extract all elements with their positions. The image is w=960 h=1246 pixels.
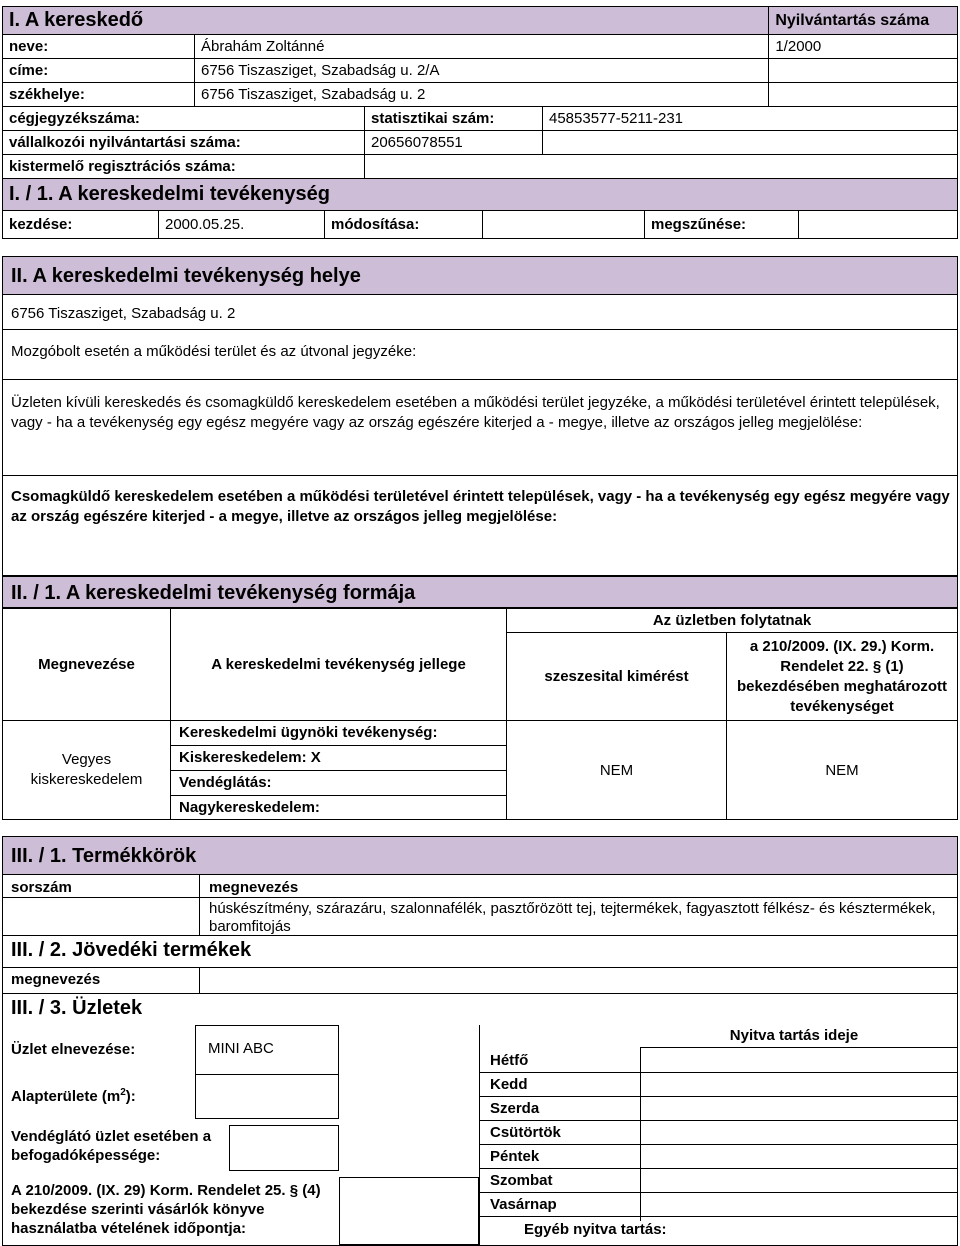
- day-row: [480, 1193, 958, 1217]
- trader-table: [2, 6, 958, 107]
- mail-order-text: Csomagküldő kereskedelem esetében a működési területével érintett települések, vagy - ha a tevékenység egy egész megyére vagy az ország egészére kiterjed - a megye, illetve az országos jelleg megjelölése:: [11, 488, 950, 525]
- end-label: megszűnése:: [645, 211, 799, 239]
- row-name-value: Vegyes kiskereskedelem: [3, 721, 171, 820]
- stat-number-label: statisztikai szám:: [365, 107, 543, 131]
- nature-catering: Vendéglátás:: [171, 771, 506, 796]
- products-name-label: megnevezés: [209, 879, 299, 896]
- decree-value: NEM: [727, 721, 958, 820]
- capacity-label: Vendéglátó üzlet esetében a befogadóképessége:: [11, 1128, 212, 1164]
- nature-retail: Kiskereskedelem: X: [171, 746, 506, 771]
- start-label: kezdése:: [3, 211, 159, 239]
- day-row: [480, 1145, 958, 1169]
- other-hours-label: Egyéb nyitva tartás:: [524, 1221, 667, 1238]
- seat-label: székhelye:: [3, 83, 195, 107]
- col-nature-header: A kereskedelmi tevékenység jellege: [171, 609, 507, 721]
- nature-agent: Kereskedelmi ügynöki tevékenység:: [171, 721, 506, 746]
- day-label: Hétfő: [490, 1052, 529, 1069]
- section-2-title: II. A kereskedelmi tevékenység helye: [3, 257, 957, 295]
- day-row: [480, 1121, 958, 1145]
- registry-number-value: 1/2000: [769, 35, 958, 59]
- day-label: Csütörtök: [490, 1124, 561, 1141]
- day-label: Kedd: [490, 1076, 528, 1093]
- opening-hours-area: [479, 1025, 957, 1245]
- alcohol-value: NEM: [507, 721, 727, 820]
- complaint-book-label: A 210/2009. (IX. 29) Korm. Rendelet 25. § (4) bekezdése szerinti vásárlók könyve használatba vételének időpontja:: [11, 1182, 321, 1237]
- products-list: húskészítmény, szárazáru, szalonnafélék, pasztőrözött tej, tejtermékek, fagyasztott félkész- és késztermékek, baromfitojás: [209, 900, 936, 935]
- outside-shop-text: Üzleten kívüli kereskedés és csomagküldő kereskedelem esetében a működési terület jegyzéke, a működési területével érintett települések, vagy - ha a tevékenység egy egész megyére vagy az ország egészére kiterjed a - megye, illetve az országos jelleg megjelölése:: [11, 394, 940, 431]
- products-section: [2, 836, 958, 1246]
- day-row: [480, 1073, 958, 1097]
- entrepreneur-number-label: vállalkozói nyilvántartási száma:: [3, 131, 365, 155]
- day-label: Szombat: [490, 1172, 553, 1189]
- nature-wholesale: Nagykereskedelem:: [179, 799, 320, 816]
- serial-label: sorszám: [11, 879, 72, 896]
- entrepreneur-number-value: 20656078551: [365, 131, 543, 155]
- day-label: Péntek: [490, 1148, 540, 1165]
- excise-name-label: megnevezés: [11, 971, 101, 988]
- registry-number-label: Nyilvántartás száma: [769, 7, 958, 35]
- col-name-header: Megnevezése: [3, 609, 171, 721]
- location-value: 6756 Tiszasziget, Szabadság u. 2: [11, 305, 236, 322]
- shop-name-value: MINI ABC: [195, 1025, 339, 1075]
- start-value: 2000.05.25.: [159, 211, 325, 239]
- mobile-shop-text: Mozgóbolt esetén a működési terület és az útvonal jegyzéke:: [11, 343, 417, 360]
- section-1-title: I. A kereskedő: [3, 7, 769, 35]
- opening-hours-title: Nyitva tartás ideje: [729, 1027, 859, 1044]
- company-reg-label: cégjegyzékszáma:: [3, 107, 365, 131]
- section-2-1-title: II. / 1. A kereskedelmi tevékenység formája: [2, 576, 958, 608]
- col-decree-header: a 210/2009. (IX. 29.) Korm. Rendelet 22. § (1) bekezdésében meghatározott tevékenységet: [727, 633, 958, 721]
- stat-number-value: 45853577-5211-231: [543, 107, 958, 131]
- farmer-number-label: kistermelő regisztrációs száma:: [3, 155, 365, 179]
- location-section: [2, 256, 958, 576]
- registry-table: [2, 106, 958, 179]
- area-label: Alapterülete $(m^2)$:: [11, 1087, 136, 1105]
- activity-form-table: [2, 608, 958, 820]
- name-value: Ábrahám Zoltánné: [195, 35, 769, 59]
- day-label: Vasárnap: [490, 1196, 557, 1213]
- activity-dates-table: [2, 178, 958, 239]
- day-row: [480, 1169, 958, 1193]
- col-group-header: Az üzletben folytatnak: [507, 609, 958, 633]
- address-value: 6756 Tiszasziget, Szabadság u. 2/A: [195, 59, 769, 83]
- name-label: neve:: [3, 35, 195, 59]
- section-1-1-title: I. / 1. A kereskedelmi tevékenység: [3, 179, 958, 211]
- section-3-2-title: III. / 2. Jövedéki termékek: [11, 939, 252, 961]
- day-row: [480, 1049, 958, 1073]
- day-label: Szerda: [490, 1100, 540, 1117]
- seat-value: 6756 Tiszasziget, Szabadság u. 2: [195, 83, 769, 107]
- day-row: [480, 1097, 958, 1121]
- section-3-1-title: III. / 1. Termékkörök: [3, 837, 957, 875]
- section-3-3-title: III. / 3. Üzletek: [11, 997, 143, 1019]
- col-alcohol-header: szeszesital kimérést: [507, 633, 727, 721]
- modification-label: módosítása:: [325, 211, 483, 239]
- shop-name-label: Üzlet elnevezése:: [11, 1041, 136, 1058]
- address-label: címe:: [3, 59, 195, 83]
